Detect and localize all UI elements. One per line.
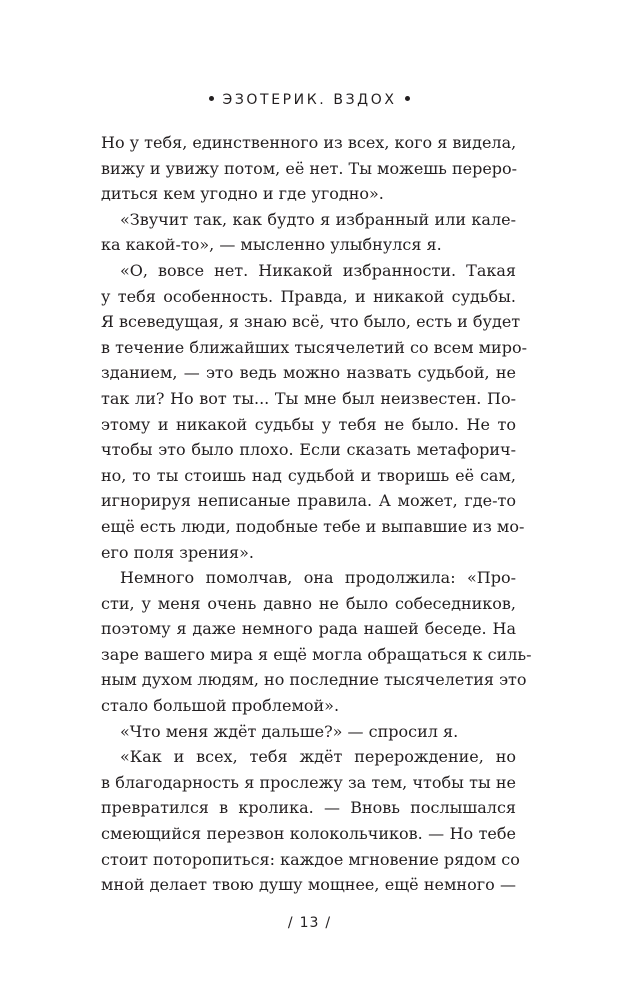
text-line: ещё есть люди, подобные тебе и выпавшие из мо- (101, 516, 525, 536)
text-line: сти, у меня очень давно не было собеседников, (101, 593, 516, 613)
text-line: вижу и увижу потом, её нет. Ты можешь переро- (101, 158, 518, 178)
text-line: превратился в кролика. — Вновь послышался (101, 798, 516, 818)
running-head (0, 90, 619, 110)
text-line: зданием, — это ведь можно назвать судьбой, не (101, 363, 516, 383)
page-folio (0, 914, 619, 932)
text-line: мной делает твою душу мощнее, ещё немного — (101, 875, 516, 895)
text-line: но, то ты стоишь над судьбой и творишь её сам, (101, 465, 516, 485)
page-number: 13 (299, 915, 320, 931)
text-line: в течение ближайших тысячелетий со всем миро- (101, 337, 527, 357)
text-line: у тебя особенность. Правда, и никакой судьбы. (101, 286, 516, 306)
running-head-right-bullet (405, 96, 410, 101)
text-line: ным духом людям, но последние тысячелетия это (101, 670, 527, 690)
body-text (101, 130, 532, 898)
text-line: в благодарность я прослежу за тем, чтобы ты не (101, 772, 516, 792)
text-line: чтобы это было плохо. Если сказать метафорич- (101, 440, 516, 460)
text-line: стало большой проблемой». (101, 696, 340, 716)
text-line: игнорируя неписаные правила. А может, где-то (101, 491, 516, 511)
text-line: этому и никакой судьбы у тебя не было. Не то (101, 414, 516, 434)
running-head-left-bullet (209, 96, 214, 101)
text-line: диться кем угодно и где угодно». (101, 184, 384, 204)
text-line: так ли? Но вот ты... Ты мне был неизвестен. По- (101, 388, 516, 408)
text-line: смеющийся перезвон колокольчиков. — Но тебе (101, 824, 516, 844)
text-line: Немного помолчав, она продолжила: «Про- (120, 568, 516, 588)
text-line: его поля зрения». (101, 542, 254, 562)
text-line: «О, вовсе нет. Никакой избранности. Такая (120, 260, 516, 280)
running-head-title: ЭЗОТЕРИК. ВЗДОХ (222, 92, 397, 108)
text-line: «Что меня ждёт дальше?» — спросил я. (120, 721, 459, 741)
text-line: ка какой-то», — мысленно улыбнулся я. (101, 235, 442, 255)
text-line: Я всеведущая, я знаю всё, что было, есть и будет (101, 312, 521, 332)
folio-right-mark: / (325, 915, 332, 931)
text-line: заре вашего мира я ещё могла обращаться к силь- (101, 644, 532, 664)
text-line: стоит поторопиться: каждое мгновение рядом со (101, 849, 520, 869)
text-line: поэтому я даже немного рада нашей беседе. На (101, 619, 516, 639)
folio-left-mark: / (287, 915, 294, 931)
text-line: «Звучит так, как будто я избранный или кале- (120, 209, 516, 229)
text-line: Но у тебя, единственного из всех, кого я видела, (101, 133, 517, 152)
text-line: «Как и всех, тебя ждёт перерождение, но (120, 747, 516, 767)
